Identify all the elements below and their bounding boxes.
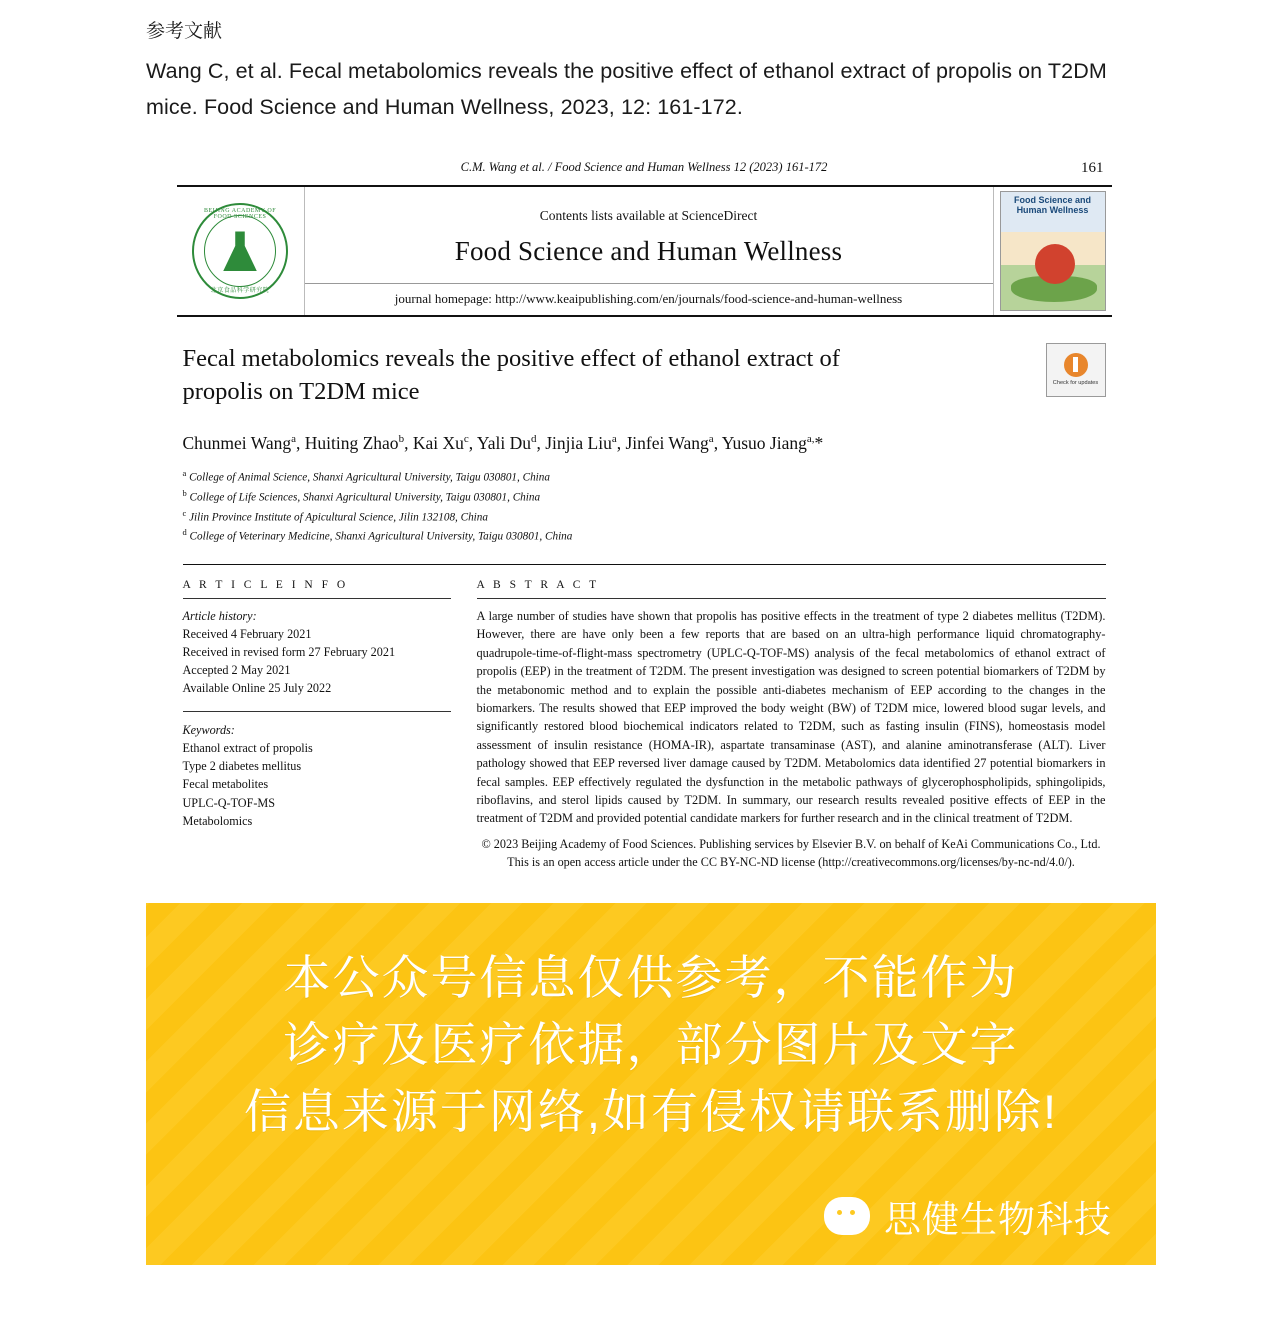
history-item: Received in revised form 27 February 2021: [182, 645, 396, 660]
history-item: Available Online 25 July 2022: [182, 681, 332, 696]
cover-title: Food Science and Human Wellness: [1013, 195, 1091, 216]
reference-citation: Wang C, et al. Fecal metabolomics reveals the positive effect of ethanol extract of propolis on T2DM mice. Food Science and Human Wellness, 2023, 12: 161-172.: [146, 58, 1107, 120]
affiliation-list: [183, 467, 1104, 546]
paper-title: Fecal metabolomics reveals the positive effect of ethanol extract of propolis on T2DM mice: [182, 345, 840, 406]
academy-logo-icon: [192, 203, 288, 299]
keyword-item: Metabolomics: [182, 813, 253, 828]
running-head: [177, 160, 1112, 185]
affiliation-item: $^a$ College of Animal Science, Shanxi Agricultural University, Taigu 030801, China: [182, 468, 550, 484]
logo-top-text: BEIJING ACADEMY OF FOOD SCIENCES: [203, 208, 277, 221]
crossmark-icon: [1064, 353, 1088, 377]
cover-tomato-graphic: [1035, 244, 1075, 284]
abstract-column: [477, 579, 1106, 871]
history-label: Article history:: [182, 609, 257, 624]
journal-cover: [994, 187, 1112, 315]
reference-heading: 参考文献: [146, 21, 223, 42]
keyword-item: Fecal metabolites: [182, 777, 269, 792]
abstract-copyright: © 2023 Beijing Academy of Food Sciences. Publishing services by Elsevier B.V. on behalf of KeAi Communications Co., Ltd. This is an open access article under the CC BY-NC-ND license (http://creativecommons.org/licenses/by-nc-nd/4.0/).: [481, 836, 1101, 869]
page-number: 161: [1081, 160, 1104, 177]
disclaimer-line: 本公众号信息仅供参考，不能作为: [283, 951, 1019, 1005]
keywords-list: [183, 739, 451, 829]
abstract-heading: A B S T R A C T: [476, 579, 600, 592]
history-item: Received 4 February 2021: [182, 627, 312, 642]
article-history-list: [183, 625, 451, 697]
publisher-logo: [177, 187, 305, 315]
journal-masthead: [177, 185, 1112, 317]
info-abstract-columns: [177, 565, 1112, 871]
brand-block: [824, 1189, 1112, 1243]
logo-bottom-text: 北京食品科学研究院: [210, 288, 270, 295]
abstract-text: A large number of studies have shown that propolis has positive effects in the treatment of type 2 diabetes mellitus (T2DM). However, there are have only been a few reports that are based on an ultra-high performance liquid chromatography-quadrupole-time-of-flight-mass spectrometry (UPLC-Q-TOF-MS) analysis of the fecal metabolomics of ethanol extract of propolis (EEP) in the treatment of T2DM. The present investigation was designed to screen potential biomarkers of T2DM by the metabonomic method and to explain the possible anti-diabetes mechanism of EEP according to the changes in the biomarkers. The results showed that EEP improved the body weight (BW) of T2DM mice, lowered blood sugar levels, and significantly restored blood biochemical indicators related to T2DM, such as fasting insulin (FINS), homeostasis model assessment of insulin resistance (HOMA-IR), aspartate transaminase (AST), and alanine aminotransferase (ALT). Liver pathology showed that EEP reversed liver damage caused by T2DM. Metabolomics data identified 27 potential biomarkers in fecal samples. EEP effectively regulated the dysfunction in the metabolic pathways of glycerophospholipids, sphingolipids, riboflavins, and sterol lipids caused by T2DM. In summary, our research results revealed positive effects of EEP in the treatment of T2DM and provided potential candidate markers for further research and in the clinical treatment of T2DM.: [476, 609, 1106, 826]
article-info-column: [183, 579, 451, 871]
article-info-heading: A R T I C L E I N F O: [182, 579, 349, 592]
wechat-icon: [824, 1197, 870, 1235]
paper-scan: [177, 160, 1112, 877]
disclaimer-banner: [146, 903, 1156, 1265]
history-item: Accepted 2 May 2021: [182, 663, 291, 678]
reference-section: [0, 0, 1288, 126]
disclaimer-line: 诊疗及医疗依据，部分图片及文字: [283, 1017, 1019, 1071]
keyword-item: Type 2 diabetes mellitus: [182, 759, 302, 774]
affiliation-item: $^c$ Jilin Province Institute of Apicultural Science, Jilin 132108, China: [182, 507, 488, 524]
crossmark-badge[interactable]: [1046, 343, 1106, 397]
disclaimer-line: 信息来源于网络,如有侵权请联系删除!: [243, 1084, 1059, 1138]
keywords-label: Keywords:: [182, 723, 235, 738]
brand-name: 思健生物科技: [884, 1199, 1112, 1241]
keyword-item: Ethanol extract of propolis: [182, 741, 313, 756]
masthead-center: [305, 187, 994, 315]
affiliation-item: $^d$ College of Veterinary Medicine, Shanxi Agricultural University, Taigu 030801, China: [182, 527, 573, 544]
journal-homepage[interactable]: journal homepage: http://www.keaipublishing.com/en/journals/food-science-and-human-wellness: [305, 283, 993, 307]
title-block: [177, 317, 1112, 546]
disclaimer-text: [146, 903, 1156, 1145]
running-head-text: C.M. Wang et al. / Food Science and Human Wellness 12 (2023) 161-172: [460, 160, 828, 175]
crossmark-label: Check for updates: [1052, 380, 1099, 387]
author-list: Chunmei Wang$^a$, Huiting Zhao$^b$, Kai Xu$^c$, Yali Du$^d$, Jinjia Liu$^a$, Jinfei Wang$^a$, Yusuo Jiang$^{a,}$*: [182, 432, 824, 453]
sciencedirect-line: Contents lists available at ScienceDirect: [539, 207, 758, 223]
journal-title: Food Science and Human Wellness: [454, 235, 843, 266]
keywords-block: [183, 711, 451, 829]
affiliation-item: $^b$ College of Life Sciences, Shanxi Agricultural University, Taigu 030801, China: [182, 487, 541, 504]
keyword-item: UPLC-Q-TOF-MS: [182, 795, 276, 810]
